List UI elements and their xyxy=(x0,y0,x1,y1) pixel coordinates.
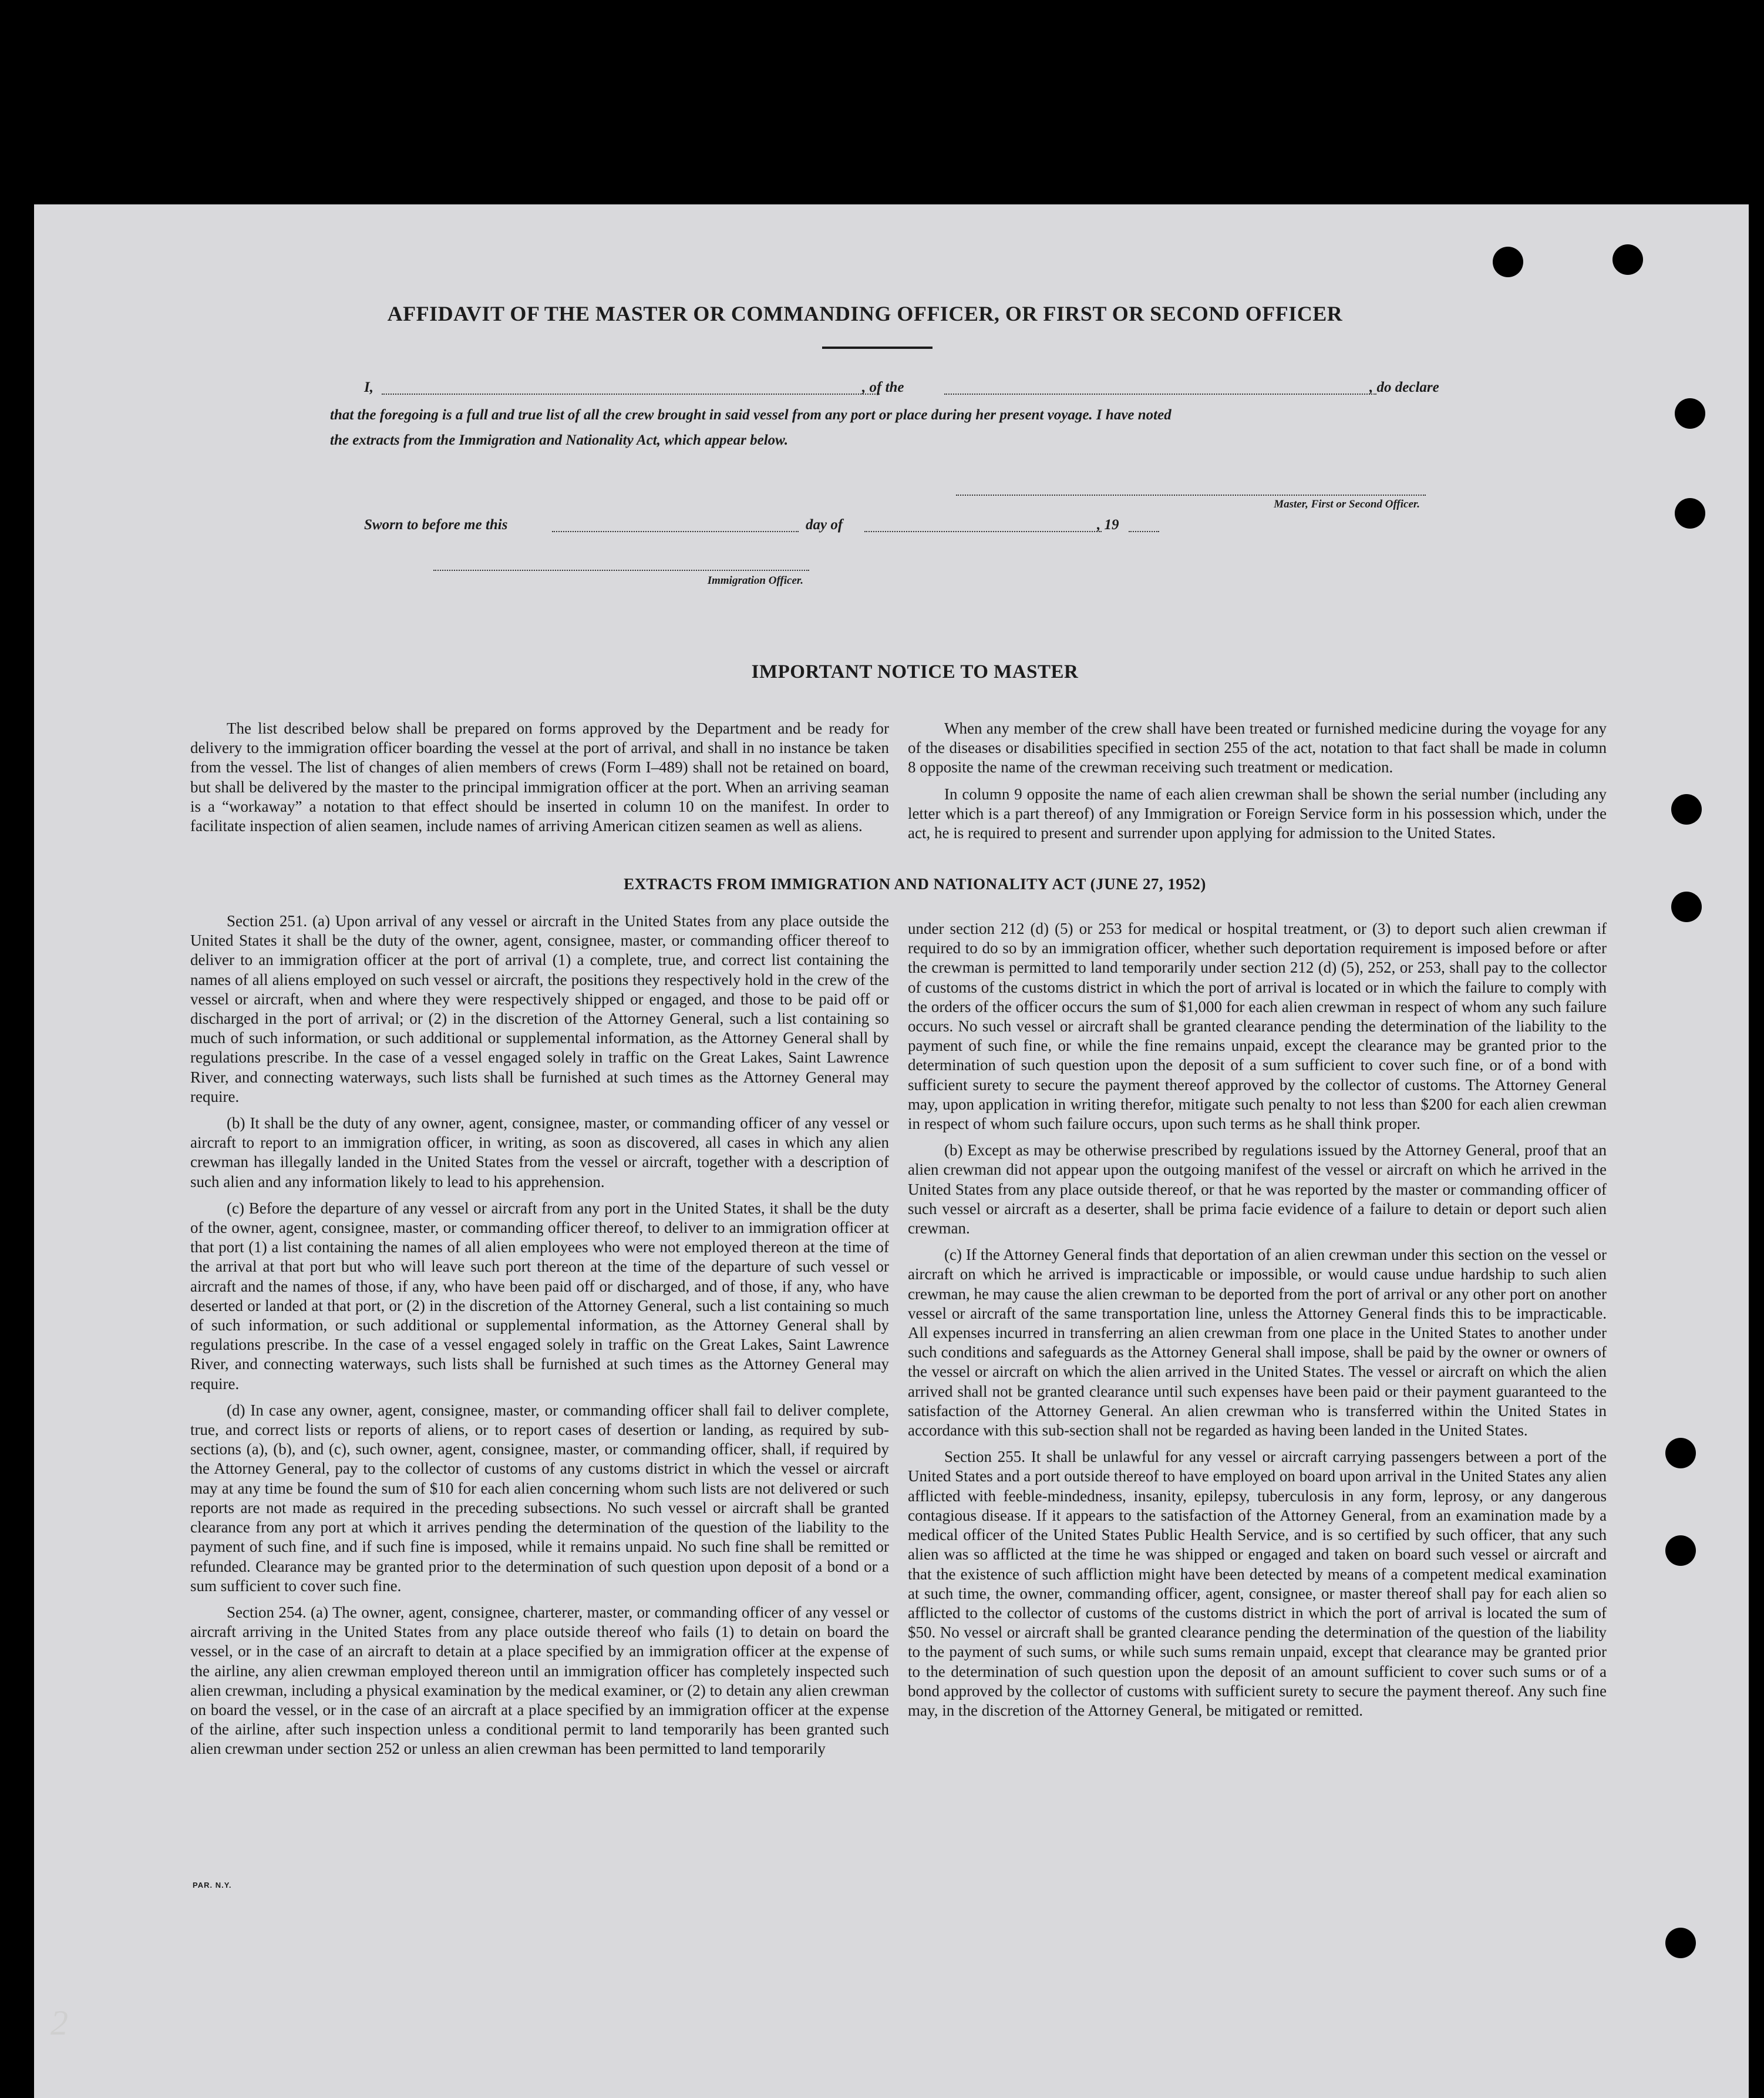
notice-paragraph: The list described below shall be prepared on forms approved by the Department and be ready for delivery to the immigration officer boarding the vessel at the port of arrival, and shall in no instance be taken from the vessel. The list of changes of alien members of crews (Form I–489) shall not be retained on board, but shall be delivered by the master to the principal immigration officer at the port. When an arriving seaman is a “workaway” a notation to that effect should be inserted in column 10 on the manifest. In order to facilitate inspection of alien seamen, include names of arriving American citizen seamen as well as aliens. xyxy=(190,719,889,835)
extract-paragraph: (b) It shall be the duty of any owner, agent, consignee, master, or commanding officer of any vessel or aircraft to report to an immigration officer, in writing, as soon as discovered, all cases in which any alien crewman has illegally landed in the United States from the vessel or aircraft, together with a description of such alien and any information likely to lead to his apprehension. xyxy=(190,1114,889,1191)
extracts-left-column xyxy=(190,912,889,1759)
punch-hole xyxy=(1671,892,1702,922)
sworn-day-field[interactable] xyxy=(552,531,799,532)
printer-mark: PAR. N.Y. xyxy=(193,1881,232,1889)
declare-label: , do declare xyxy=(1369,379,1439,395)
notice-right-column xyxy=(908,719,1607,843)
year-label: , 19 xyxy=(1097,517,1119,533)
notice-paragraph: In column 9 opposite the name of each alien crewman shall be shown the serial number (including any letter which is a part thereof) of any Immigration or Foreign Service form in his possession which, under the act, he is required to present and surrender upon applying for admission to the United States. xyxy=(908,785,1607,842)
extract-paragraph: Section 251. (a) Upon arrival of any vessel or aircraft in the United States from any place outside the United States it shall be the duty of the owner, agent, consignee, master, or commanding officer thereof to deliver to an immigration officer at the port of arrival (1) a complete, true, and correct list containing the names of all aliens employed on such vessel or aircraft, the positions they respectively hold in the crew of the vessel or aircraft, when and where they were respectively shipped or engaged, and those to be paid off or discharged in the port of arrival; or (2) in the discretion of the Attorney General, such a list containing so much of such information, or such additional or supplemental information, as the Attorney General shall by regulations prescribe. In the case of a vessel engaged solely in traffic on the Great Lakes, Saint Lawrence River, and connecting waterways, such lists shall be furnished at such times as the Attorney General may require. xyxy=(190,912,889,1105)
title-rule xyxy=(822,347,933,349)
punch-hole xyxy=(1675,398,1705,429)
notice-paragraph: When any member of the crew shall have been treated or furnished medicine during the voyage for any of the diseases or disabilities specified in section 255 of the act, notation to that fact shall be made in column 8 opposite the name of the crewman receiving such treatment or medication. xyxy=(908,719,1607,776)
master-signature-label: Master, First or Second Officer. xyxy=(1274,498,1420,510)
punch-hole xyxy=(1665,1928,1696,1958)
of-the-label: , of the xyxy=(862,379,904,395)
notice-title: IMPORTANT NOTICE TO MASTER xyxy=(751,661,1079,682)
extract-paragraph: Section 254. (a) The owner, agent, consignee, charterer, master, or commanding officer of any vessel or aircraft arriving in the United States from any place outside thereof who fails (1) to detain on board the vessel, or in the case of an aircraft to detain at a place specified by an immigration officer at the expense of the airline, any alien crewman employed thereon until an immigration officer has completely inspected such alien crewman, including a physical examination by the medical examiner, or (2) to detain any alien crewman on board the vessel, or in the case of an aircraft at a place specified by an immigration officer at the expense of the airline, after such inspection unless a conditional permit to land temporarily has been granted such alien crewman under section 252 or unless an alien crewman has been permitted to land temporarily xyxy=(190,1603,889,1758)
punch-hole xyxy=(1665,1438,1696,1468)
extract-paragraph: (b) Except as may be otherwise prescribed by regulations issued by the Attorney General, proof that an alien crewman did not appear upon the outgoing manifest of the vessel or aircraft on which he arrived in the United States from any place outside thereof, or that he was reported by the master or commanding officer of such vessel or aircraft as a deserter, shall be prima facie evidence of a failure to detain or deport such alien crewman. xyxy=(908,1141,1607,1238)
extract-paragraph: Section 255. It shall be unlawful for any vessel or aircraft carrying passengers between a port of the United States and a port outside thereof to have employed on board upon arrival in the United States any alien afflicted with feeble-mindedness, insanity, epilepsy, tuberculosis in any form, leprosy, or any dangerous contagious disease. If it appears to the satisfaction of the Attorney General, from an examination made by a medical officer of the United States Public Health Service, and is so certified by such officer, that any such alien was so afflicted at the time he was shipped or engaged and taken on board such vessel or aircraft and that the existence of such affliction might have been detected by means of a competent medical examination at such time, the owner, commanding officer, agent, consignee, or master thereof shall pay for each alien so afflicted to the collector of customs of the customs district in which the port of arrival is located the sum of $50. No vessel or aircraft shall be granted clearance pending the determination of the question of the liability to the payment of such sums, or while such sums remain unpaid, except that clearance may be granted prior to the determination of such question upon the deposit of an amount sufficient to cover such sums or of a bond approved by the collector of customs with sufficient surety to secure the payment thereof. Any such fine may, in the discretion of the Attorney General, be mitigated or remitted. xyxy=(908,1448,1607,1719)
extract-paragraph: under section 212 (d) (5) or 253 for medical or hospital treatment, or (3) to deport such alien crewman if required to do so by an immigration officer, whether such deportation requirement is imposed before or after the crewman is permitted to land temporarily under section 212 (d) (5), 252, or 253, shall pay to the collector of customs of the customs district in which the port of arrival is located or in which the failure to comply with the orders of the officer occurs the sum of $1,000 for each alien crewman in respect of whom any such failure occurs. No such vessel or aircraft shall be granted clearance pending the determination of the liability to the payment of such fine, or while the fine remains unpaid, except the clearance may be granted prior to the determination of such question upon the deposit of a sum sufficient to cover such fine, or of a bond with sufficient surety to secure the payment thereof approved by the collector of customs. The Attorney General may, upon application in writing therefor, mitigate such penalty to not less than $200 for each alien crewman in respect of whom such failure occurs, upon such terms as he shall think proper. xyxy=(908,920,1607,1133)
corner-mark: 2 xyxy=(51,2003,68,2042)
punch-hole xyxy=(1675,498,1705,529)
punch-hole xyxy=(1612,244,1643,275)
form-page xyxy=(34,204,1749,2098)
extract-paragraph: (c) If the Attorney General finds that deportation of an alien crewman under this section on the vessel or aircraft on which he arrived is impracticable or impossible, or would cause undue hardship to such alien crewman, he may cause the alien crewman to be deported from the port of arrival or any other port on another vessel or aircraft of the same transportation line, unless the Attorney General finds this to be impracticable. All expenses incurred in transferring an alien crewman from one place in the United States to another under such conditions and safeguards as the Attorney General shall impose, shall be paid by the owner or owners of the vessel or aircraft on which the alien arrived in the United States. The vessel or aircraft on which the alien arrived shall not be granted clearance until such expenses have been paid or their payment guaranteed to the satisfaction of the Attorney General. An alien crewman who is transferred within the United States in accordance with this sub-section shall not be regarded as having been landed in the United States. xyxy=(908,1246,1607,1440)
affidavit-title: AFFIDAVIT OF THE MASTER OR COMMANDING OFFICER, OR FIRST OR SECOND OFFICER xyxy=(387,302,1343,325)
i-label: I, xyxy=(364,379,373,395)
officer-signature-label: Immigration Officer. xyxy=(707,574,803,587)
punch-hole xyxy=(1493,247,1523,277)
officer-signature-line[interactable] xyxy=(433,570,809,571)
name-field[interactable] xyxy=(382,394,880,395)
extract-paragraph: (d) In case any owner, agent, consignee, master, or commanding officer shall fail to deliver complete, true, and correct lists or reports of aliens, or to report cases of desertion or landing, as required by sub-sections (a), (b), and (c), such owner, agent, consignee, master, or commanding officer, shall, if required by the Attorney General, pay to the collector of customs of any customs district in which the vessel or aircraft may at any time be found the sum of $10 for each alien concerning whom such lists are not delivered or such reports are not made as required in the preceding subsections. No such vessel or aircraft shall be granted clearance from any port at which it arrives pending the determination of the question of the liability to the payment of such fine, and if such fine is imposed, while it remains unpaid. No such fine shall be remitted or refunded. Clearance may be granted prior to the determination of such question upon deposit of a bond or a sum sufficient to cover such fine. xyxy=(190,1401,889,1595)
sworn-label: Sworn to before me this xyxy=(364,517,508,533)
master-signature-line[interactable] xyxy=(956,495,1426,496)
extracts-title: EXTRACTS FROM IMMIGRATION AND NATIONALITY ACT (JUNE 27, 1952) xyxy=(624,875,1206,893)
sworn-year-field[interactable] xyxy=(1129,531,1159,532)
extract-paragraph: (c) Before the departure of any vessel or aircraft from any port in the United States, it shall be the duty of the owner, agent, consignee, master, or commanding officer thereof, to deliver to an immigration officer at that port (1) a list containing the names of all alien employees who were not employed thereon at the time of the arrival at that port but who will leave such port thereon at the time of the departure of such vessel or aircraft and the names of those, if any, who have been paid off or discharged, and of those, if any, who have deserted or landed at that port, or (2) in the discretion of the Attorney General, such a list containing so much of such information, or such additional or supplemental information, as the Attorney General shall by regulations prescribe. In the case of a vessel engaged solely in traffic on the Great Lakes, Saint Lawrence River, and connecting waterways, such lists shall be furnished at such times as the Attorney General may require. xyxy=(190,1199,889,1393)
declaration-line-3: the extracts from the Immigration and Nationality Act, which appear below. xyxy=(330,432,789,448)
day-of-label: day of xyxy=(806,517,843,533)
notice-left-column xyxy=(190,719,889,836)
declaration-line-2: that the foregoing is a full and true list of all the crew brought in said vessel from any port or place during her present voyage. I have noted xyxy=(330,407,1171,423)
extracts-right-column xyxy=(908,919,1607,1720)
sworn-month-field[interactable] xyxy=(864,531,1102,532)
punch-hole xyxy=(1671,794,1702,825)
punch-hole xyxy=(1665,1535,1696,1566)
vessel-field[interactable] xyxy=(944,394,1376,395)
